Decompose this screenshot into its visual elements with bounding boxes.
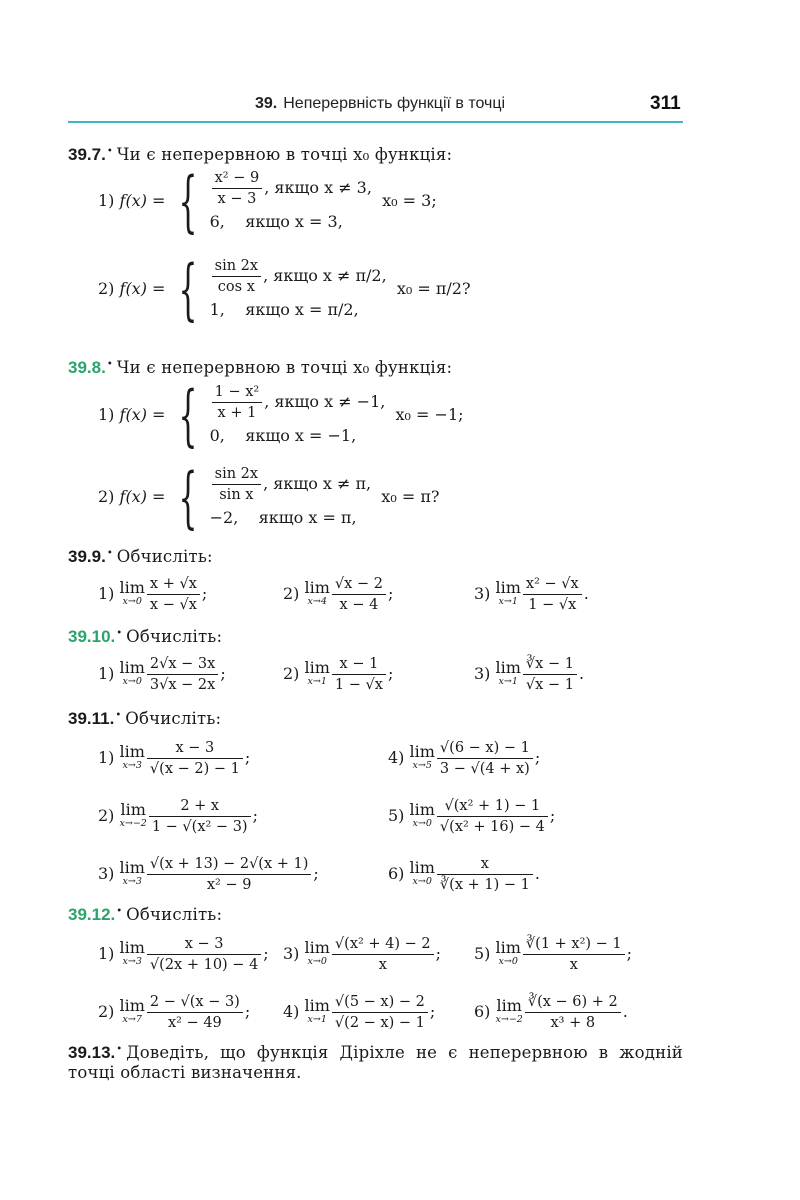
lim-word: lim bbox=[119, 857, 145, 877]
fraction-denominator: x − 3 bbox=[217, 191, 257, 207]
item-label: 5) bbox=[388, 806, 405, 825]
lim-word: lim bbox=[304, 995, 330, 1015]
item-end: . bbox=[534, 864, 540, 883]
problem-text: Обчисліть: bbox=[126, 905, 223, 924]
fraction-numerator: ∛(x − 6) + 2 bbox=[525, 992, 621, 1013]
lim-subscript: x→5 bbox=[412, 759, 432, 771]
problem-39-11-item-4 bbox=[388, 738, 540, 779]
problem-39-11-item-2 bbox=[98, 796, 258, 837]
item-end: ; bbox=[252, 806, 258, 825]
item-end: ; bbox=[313, 864, 319, 883]
problem-number: 39.8. bbox=[68, 358, 106, 377]
case-condition: якщо x = 3, bbox=[245, 212, 343, 231]
case-condition: , якщо x ≠ π/2, bbox=[263, 266, 387, 285]
item-label: 2) bbox=[98, 806, 115, 825]
lim-subscript: x→0 bbox=[412, 817, 432, 829]
item-label: 2) bbox=[98, 1002, 115, 1021]
case-condition: , якщо x ≠ π, bbox=[263, 474, 372, 493]
item-end: ; bbox=[534, 748, 541, 767]
item-end: ; bbox=[244, 1002, 251, 1021]
lim-subscript: x→−2 bbox=[119, 817, 147, 829]
fraction-numerator: x − 3 bbox=[147, 934, 261, 955]
fraction-numerator: 2√x − 3x bbox=[147, 654, 218, 675]
fraction-numerator: 2 − √(x − 3) bbox=[147, 992, 243, 1013]
fraction-numerator: x bbox=[437, 854, 533, 875]
fraction-denominator: cos x bbox=[217, 279, 255, 295]
item-label: 1) bbox=[98, 944, 115, 963]
item-end: ; bbox=[549, 806, 556, 825]
header-rule bbox=[68, 121, 683, 123]
problem-39-10-item-2 bbox=[283, 654, 393, 695]
page-header bbox=[0, 92, 800, 124]
fraction-denominator: x − √x bbox=[149, 597, 197, 613]
fraction-numerator: x + √x bbox=[147, 574, 200, 595]
problem-39-10-item-3 bbox=[474, 654, 584, 695]
fraction-denominator: x² − 49 bbox=[167, 1015, 222, 1031]
case-value: 0, bbox=[209, 426, 225, 445]
fraction-numerator: √(x² + 4) − 2 bbox=[332, 934, 434, 955]
fraction-numerator: sin 2x bbox=[212, 256, 261, 277]
fraction-denominator: x bbox=[378, 957, 387, 973]
fraction-denominator: x + 1 bbox=[217, 405, 257, 421]
problem-39-11: 39.11.• Обчисліть: bbox=[68, 709, 222, 728]
fraction-numerator: x² − √x bbox=[523, 574, 582, 595]
problem-number: 39.11. bbox=[68, 709, 115, 728]
lim-word: lim bbox=[119, 995, 145, 1015]
fraction-numerator: 2 + x bbox=[149, 796, 251, 817]
problem-39-11-item-5 bbox=[388, 796, 555, 837]
item-label: 2) bbox=[283, 664, 300, 683]
fraction-denominator: 1 − √x bbox=[334, 677, 383, 693]
item-end: . bbox=[583, 584, 589, 603]
item-end: ; bbox=[220, 664, 226, 683]
item-end: ; bbox=[263, 944, 269, 963]
fraction-numerator: √(6 − x) − 1 bbox=[437, 738, 533, 759]
item-end: ; bbox=[387, 664, 394, 683]
lim-word: lim bbox=[495, 577, 521, 597]
lim-word: lim bbox=[304, 657, 330, 677]
problem-39-13: 39.13.• Доведіть, що функція Діріхле не є неперервною в жодній точці області визначення. bbox=[68, 1043, 683, 1082]
problem-39-7-item-1: 1) f(x) = { $\frac{\text{x² − 9}}{x - 3}$ , якщо x ≠ 3, 6, якщо x = 3, x₀ = 3; bbox=[98, 162, 437, 240]
section-title-text: Неперервність функції в точці bbox=[283, 95, 506, 112]
x0-value: x₀ = 3; bbox=[382, 191, 437, 210]
problem-39-11-item-3 bbox=[98, 854, 319, 895]
problem-text: Доведіть, що функція Діріхле не є неперервною в жодній точці області визначення. bbox=[68, 1043, 683, 1082]
item-label: 1) bbox=[98, 748, 115, 767]
section-title bbox=[255, 95, 505, 113]
item-label: 4) bbox=[283, 1002, 300, 1021]
fraction-numerator: √(x + 13) − 2√(x + 1) bbox=[147, 854, 311, 875]
problem-number: 39.7. bbox=[68, 145, 106, 164]
fraction-denominator: 3 − √(4 + x) bbox=[439, 761, 530, 777]
case-value: 1, bbox=[209, 300, 225, 319]
lim-subscript: x→1 bbox=[498, 675, 518, 687]
item-label: 4) bbox=[388, 748, 405, 767]
lim-subscript: x→0 bbox=[498, 955, 518, 967]
problem-39-12-item-3 bbox=[283, 934, 441, 975]
problem-39-7: 39.7.• Чи є неперервною в точці x₀ функція: bbox=[68, 145, 453, 164]
problem-39-12-item-4 bbox=[283, 992, 435, 1033]
problem-39-8-item-1: 1) f(x) = { $\frac{\text{1 − x²}}{x + 1}$ , якщо x ≠ −1, 0, якщо x = −1, x₀ = −1; bbox=[98, 376, 464, 454]
item-end: ; bbox=[387, 584, 394, 603]
case-condition: , якщо x ≠ 3, bbox=[264, 178, 372, 197]
lim-word: lim bbox=[119, 937, 145, 957]
x0-value: x₀ = π/2? bbox=[396, 279, 471, 298]
function-name: f(x) bbox=[119, 279, 147, 298]
item-label: 1) bbox=[98, 191, 115, 210]
function-name: f(x) bbox=[119, 191, 147, 210]
lim-subscript: x→3 bbox=[122, 759, 142, 771]
fraction-denominator: √(x² + 16) − 4 bbox=[439, 819, 545, 835]
case-condition: якщо x = −1, bbox=[245, 426, 357, 445]
item-label: 1) bbox=[98, 664, 115, 683]
problem-number: 39.12. bbox=[68, 905, 116, 924]
lim-subscript: x→4 bbox=[307, 595, 327, 607]
case-value: 6, bbox=[209, 212, 225, 231]
problem-39-11-item-6 bbox=[388, 854, 540, 895]
item-label: 6) bbox=[388, 864, 405, 883]
fraction-denominator: 1 − √(x² − 3) bbox=[151, 819, 248, 835]
problem-39-8-item-2: 2) f(x) = { $\frac{\sin 2x}{\text{sin x}}$ , якщо x ≠ π, −2, якщо x = π, x₀ = π? bbox=[98, 458, 440, 536]
lim-subscript: x→0 bbox=[122, 595, 142, 607]
fraction-numerator: sin 2x bbox=[212, 464, 261, 485]
item-end: . bbox=[578, 664, 585, 683]
problem-39-10-item-1 bbox=[98, 654, 226, 695]
page-number: 311 bbox=[650, 93, 681, 114]
case-condition: якщо x = π/2, bbox=[245, 300, 359, 319]
fraction-numerator: x − 3 bbox=[147, 738, 243, 759]
problem-number: 39.13. bbox=[68, 1043, 116, 1062]
lim-word: lim bbox=[304, 937, 330, 957]
lim-word: lim bbox=[304, 577, 330, 597]
function-name: f(x) bbox=[119, 487, 147, 506]
fraction-denominator: 3√x − 2x bbox=[149, 677, 216, 693]
fraction-denominator: √(2 − x) − 1 bbox=[334, 1015, 425, 1031]
problem-39-9: 39.9.• Обчисліть: bbox=[68, 547, 213, 566]
fraction-denominator: sin x bbox=[219, 487, 254, 503]
lim-word: lim bbox=[120, 799, 146, 819]
fraction-denominator: x bbox=[569, 957, 578, 973]
lim-word: lim bbox=[409, 799, 435, 819]
fraction-numerator: x² − 9 bbox=[212, 168, 263, 189]
function-name: f(x) bbox=[119, 405, 147, 424]
item-label: 2) bbox=[283, 584, 300, 603]
problem-text: Обчисліть: bbox=[126, 627, 223, 646]
problem-39-9-item-2 bbox=[283, 574, 393, 615]
case-condition: якщо x = π, bbox=[258, 508, 357, 527]
fraction-numerator: ∛(1 + x²) − 1 bbox=[523, 934, 625, 955]
fraction-denominator: √(2x + 10) − 4 bbox=[149, 957, 259, 973]
lim-word: lim bbox=[409, 857, 435, 877]
fraction-numerator: √x − 2 bbox=[332, 574, 386, 595]
lim-word: lim bbox=[495, 657, 521, 677]
lim-subscript: x→1 bbox=[307, 1013, 327, 1025]
problem-text: Чи є неперервною в точці x₀ функція: bbox=[116, 358, 453, 377]
fraction-denominator: 1 − √x bbox=[528, 597, 577, 613]
lim-word: lim bbox=[119, 657, 145, 677]
item-end: ; bbox=[429, 1002, 436, 1021]
fraction-denominator: x³ + 8 bbox=[550, 1015, 596, 1031]
item-label: 6) bbox=[474, 1002, 491, 1021]
item-end: ; bbox=[435, 944, 442, 963]
problem-39-11-item-1 bbox=[98, 738, 250, 779]
lim-subscript: x→3 bbox=[122, 955, 142, 967]
lim-subscript: x→0 bbox=[122, 675, 142, 687]
case-condition: , якщо x ≠ −1, bbox=[264, 392, 386, 411]
problem-number: 39.10. bbox=[68, 627, 116, 646]
lim-subscript: x→0 bbox=[412, 875, 432, 887]
problem-39-9-item-1 bbox=[98, 574, 207, 615]
item-label: 3) bbox=[283, 944, 300, 963]
lim-word: lim bbox=[496, 995, 522, 1015]
x0-value: x₀ = −1; bbox=[395, 405, 464, 424]
item-label: 2) bbox=[98, 487, 115, 506]
fraction-denominator: √(x − 2) − 1 bbox=[149, 761, 240, 777]
lim-subscript: x→−2 bbox=[495, 1013, 523, 1025]
lim-subscript: x→1 bbox=[498, 595, 518, 607]
lim-word: lim bbox=[409, 741, 435, 761]
section-number: 39. bbox=[255, 95, 278, 112]
lim-subscript: x→1 bbox=[307, 675, 327, 687]
fraction-numerator: √(5 − x) − 2 bbox=[332, 992, 428, 1013]
item-end: . bbox=[622, 1002, 628, 1021]
item-label: 1) bbox=[98, 584, 115, 603]
fraction-denominator: ∛(x + 1) − 1 bbox=[439, 877, 530, 893]
problem-39-12-item-6 bbox=[474, 992, 628, 1033]
case-value: −2, bbox=[209, 508, 239, 527]
fraction-numerator: x − 1 bbox=[332, 654, 386, 675]
lim-subscript: x→0 bbox=[307, 955, 327, 967]
fraction-denominator: √x − 1 bbox=[525, 677, 574, 693]
lim-word: lim bbox=[119, 577, 145, 597]
lim-subscript: x→3 bbox=[122, 875, 142, 887]
lim-word: lim bbox=[119, 741, 145, 761]
lim-subscript: x→7 bbox=[122, 1013, 142, 1025]
lim-word: lim bbox=[495, 937, 521, 957]
fraction-denominator: x² − 9 bbox=[206, 877, 252, 893]
problem-39-10: 39.10.• Обчисліть: bbox=[68, 627, 223, 646]
item-label: 3) bbox=[474, 664, 491, 683]
problem-39-12-item-1 bbox=[98, 934, 269, 975]
item-label: 3) bbox=[474, 584, 491, 603]
problem-text: Чи є неперервною в точці x₀ функція: bbox=[116, 145, 453, 164]
problem-39-7-item-2: 2) f(x) = { $\frac{\sin 2x}{\text{cos x}}$ , якщо x ≠ π/2, 1, якщо x = π/2, x₀ = π/2? bbox=[98, 250, 471, 328]
problem-39-12: 39.12.• Обчисліть: bbox=[68, 905, 223, 924]
x0-value: x₀ = π? bbox=[381, 487, 440, 506]
problem-39-12-item-2 bbox=[98, 992, 250, 1033]
problem-39-8: 39.8.• Чи є неперервною в точці x₀ функція: bbox=[68, 358, 453, 377]
fraction-numerator: √(x² + 1) − 1 bbox=[437, 796, 548, 817]
item-end: ; bbox=[201, 584, 208, 603]
problem-39-9-item-3 bbox=[474, 574, 589, 615]
item-label: 5) bbox=[474, 944, 491, 963]
item-label: 2) bbox=[98, 279, 115, 298]
fraction-denominator: x − 4 bbox=[339, 597, 379, 613]
item-label: 1) bbox=[98, 405, 115, 424]
item-end: ; bbox=[626, 944, 633, 963]
problem-text: Обчисліть: bbox=[116, 547, 213, 566]
fraction-numerator: 1 − x² bbox=[212, 382, 263, 403]
problem-39-12-item-5 bbox=[474, 934, 632, 975]
fraction-numerator: ∛x − 1 bbox=[523, 654, 577, 675]
problem-number: 39.9. bbox=[68, 547, 106, 566]
item-end: ; bbox=[244, 748, 251, 767]
problem-text: Обчисліть: bbox=[125, 709, 222, 728]
item-label: 3) bbox=[98, 864, 115, 883]
